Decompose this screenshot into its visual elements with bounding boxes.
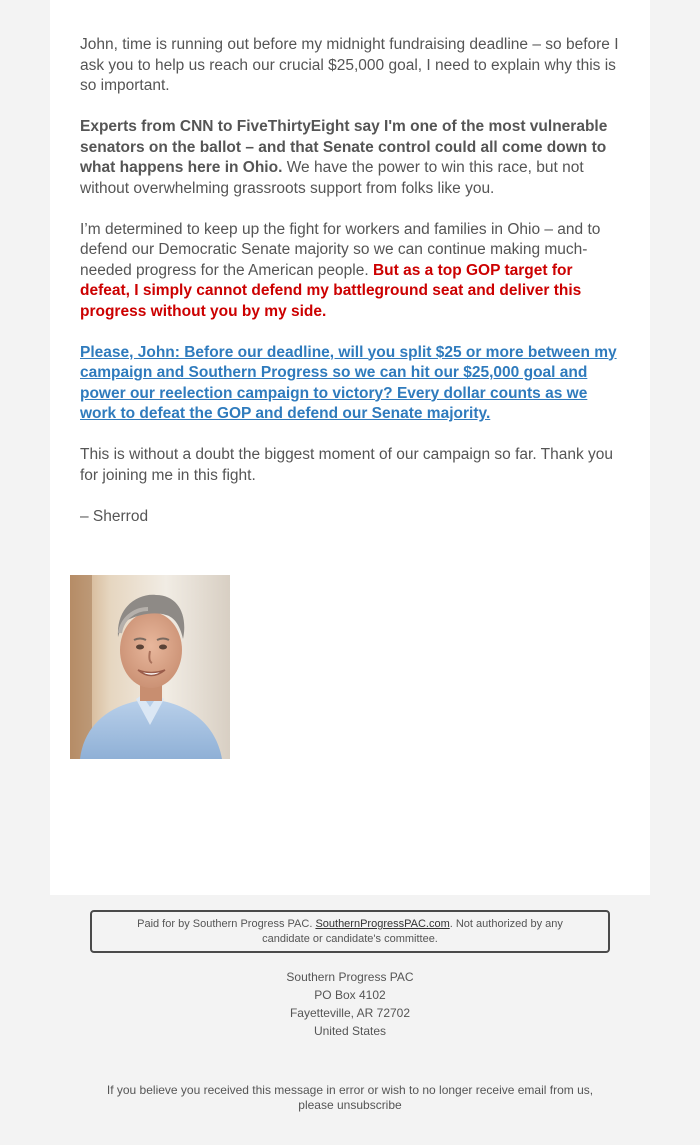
unsubscribe-notice — [0, 1083, 700, 1113]
paragraph-cta — [80, 343, 620, 425]
paragraph-vulnerable-bold: Experts from CNN to FiveThirtyEight say I'm one of the most vulnerable senators on the ballot – and that Senate control could all come down to what happens here in Ohio. — [80, 118, 608, 176]
email-content — [80, 35, 620, 548]
paragraph-determined — [80, 220, 620, 323]
disclaimer-prefix: Paid for by Southern Progress PAC. — [137, 918, 316, 930]
email-body — [50, 0, 650, 895]
unsubscribe-link[interactable]: please unsubscribe — [298, 1098, 402, 1112]
paragraph-intro: John, time is running out before my midnight fundraising deadline – so before I ask you to help us reach our crucial $25,000 goal, I need to explain why this is so important. — [80, 36, 619, 94]
unsubscribe-line-1: If you believe you received this message in error or wish to no longer receive email from us, — [106, 1083, 594, 1097]
pac-website-link[interactable]: SouthernProgressPAC.com — [315, 918, 450, 930]
portrait-photo — [70, 575, 230, 759]
signoff: – Sherrod — [80, 507, 149, 525]
paragraph-determined-red: But as a top GOP target for defeat, I simply cannot defend my battleground seat and deliver this progress without you by my side. — [80, 261, 582, 320]
paragraph-vulnerable-rest: We have the power to win this race, but not without overwhelming grassroots support from folks like you. — [80, 159, 584, 197]
paragraph-thanks: This is without a doubt the biggest moment of our campaign so far. Thank you for joining me in this fight. — [80, 446, 614, 484]
donate-cta-link[interactable]: Please, John: Before our deadline, will you split $25 or more between my campaign and Southern Progress so we can hit our $25,000 goal and power our reelection campaign to victory? Every dollar counts as we work to defeat the GOP and defend our Senate majority. — [80, 343, 617, 422]
address-city: Fayetteville, AR 72702 — [289, 1006, 411, 1020]
disclaimer-suffix: . Not authorized by any candidate or candidate's committee. — [262, 918, 563, 945]
address-country: United States — [313, 1024, 387, 1038]
mailing-address — [0, 968, 700, 1040]
address-po-box: PO Box 4102 — [314, 988, 386, 1002]
paid-for-disclaimer — [90, 910, 610, 953]
address-org: Southern Progress PAC — [286, 970, 414, 984]
paragraph-vulnerable — [80, 117, 620, 199]
paragraph-determined-plain: I’m determined to keep up the fight for workers and families in Ohio – and to defend our Democratic Senate majority so we can continue making much-needed progress for the American people. — [80, 220, 601, 279]
